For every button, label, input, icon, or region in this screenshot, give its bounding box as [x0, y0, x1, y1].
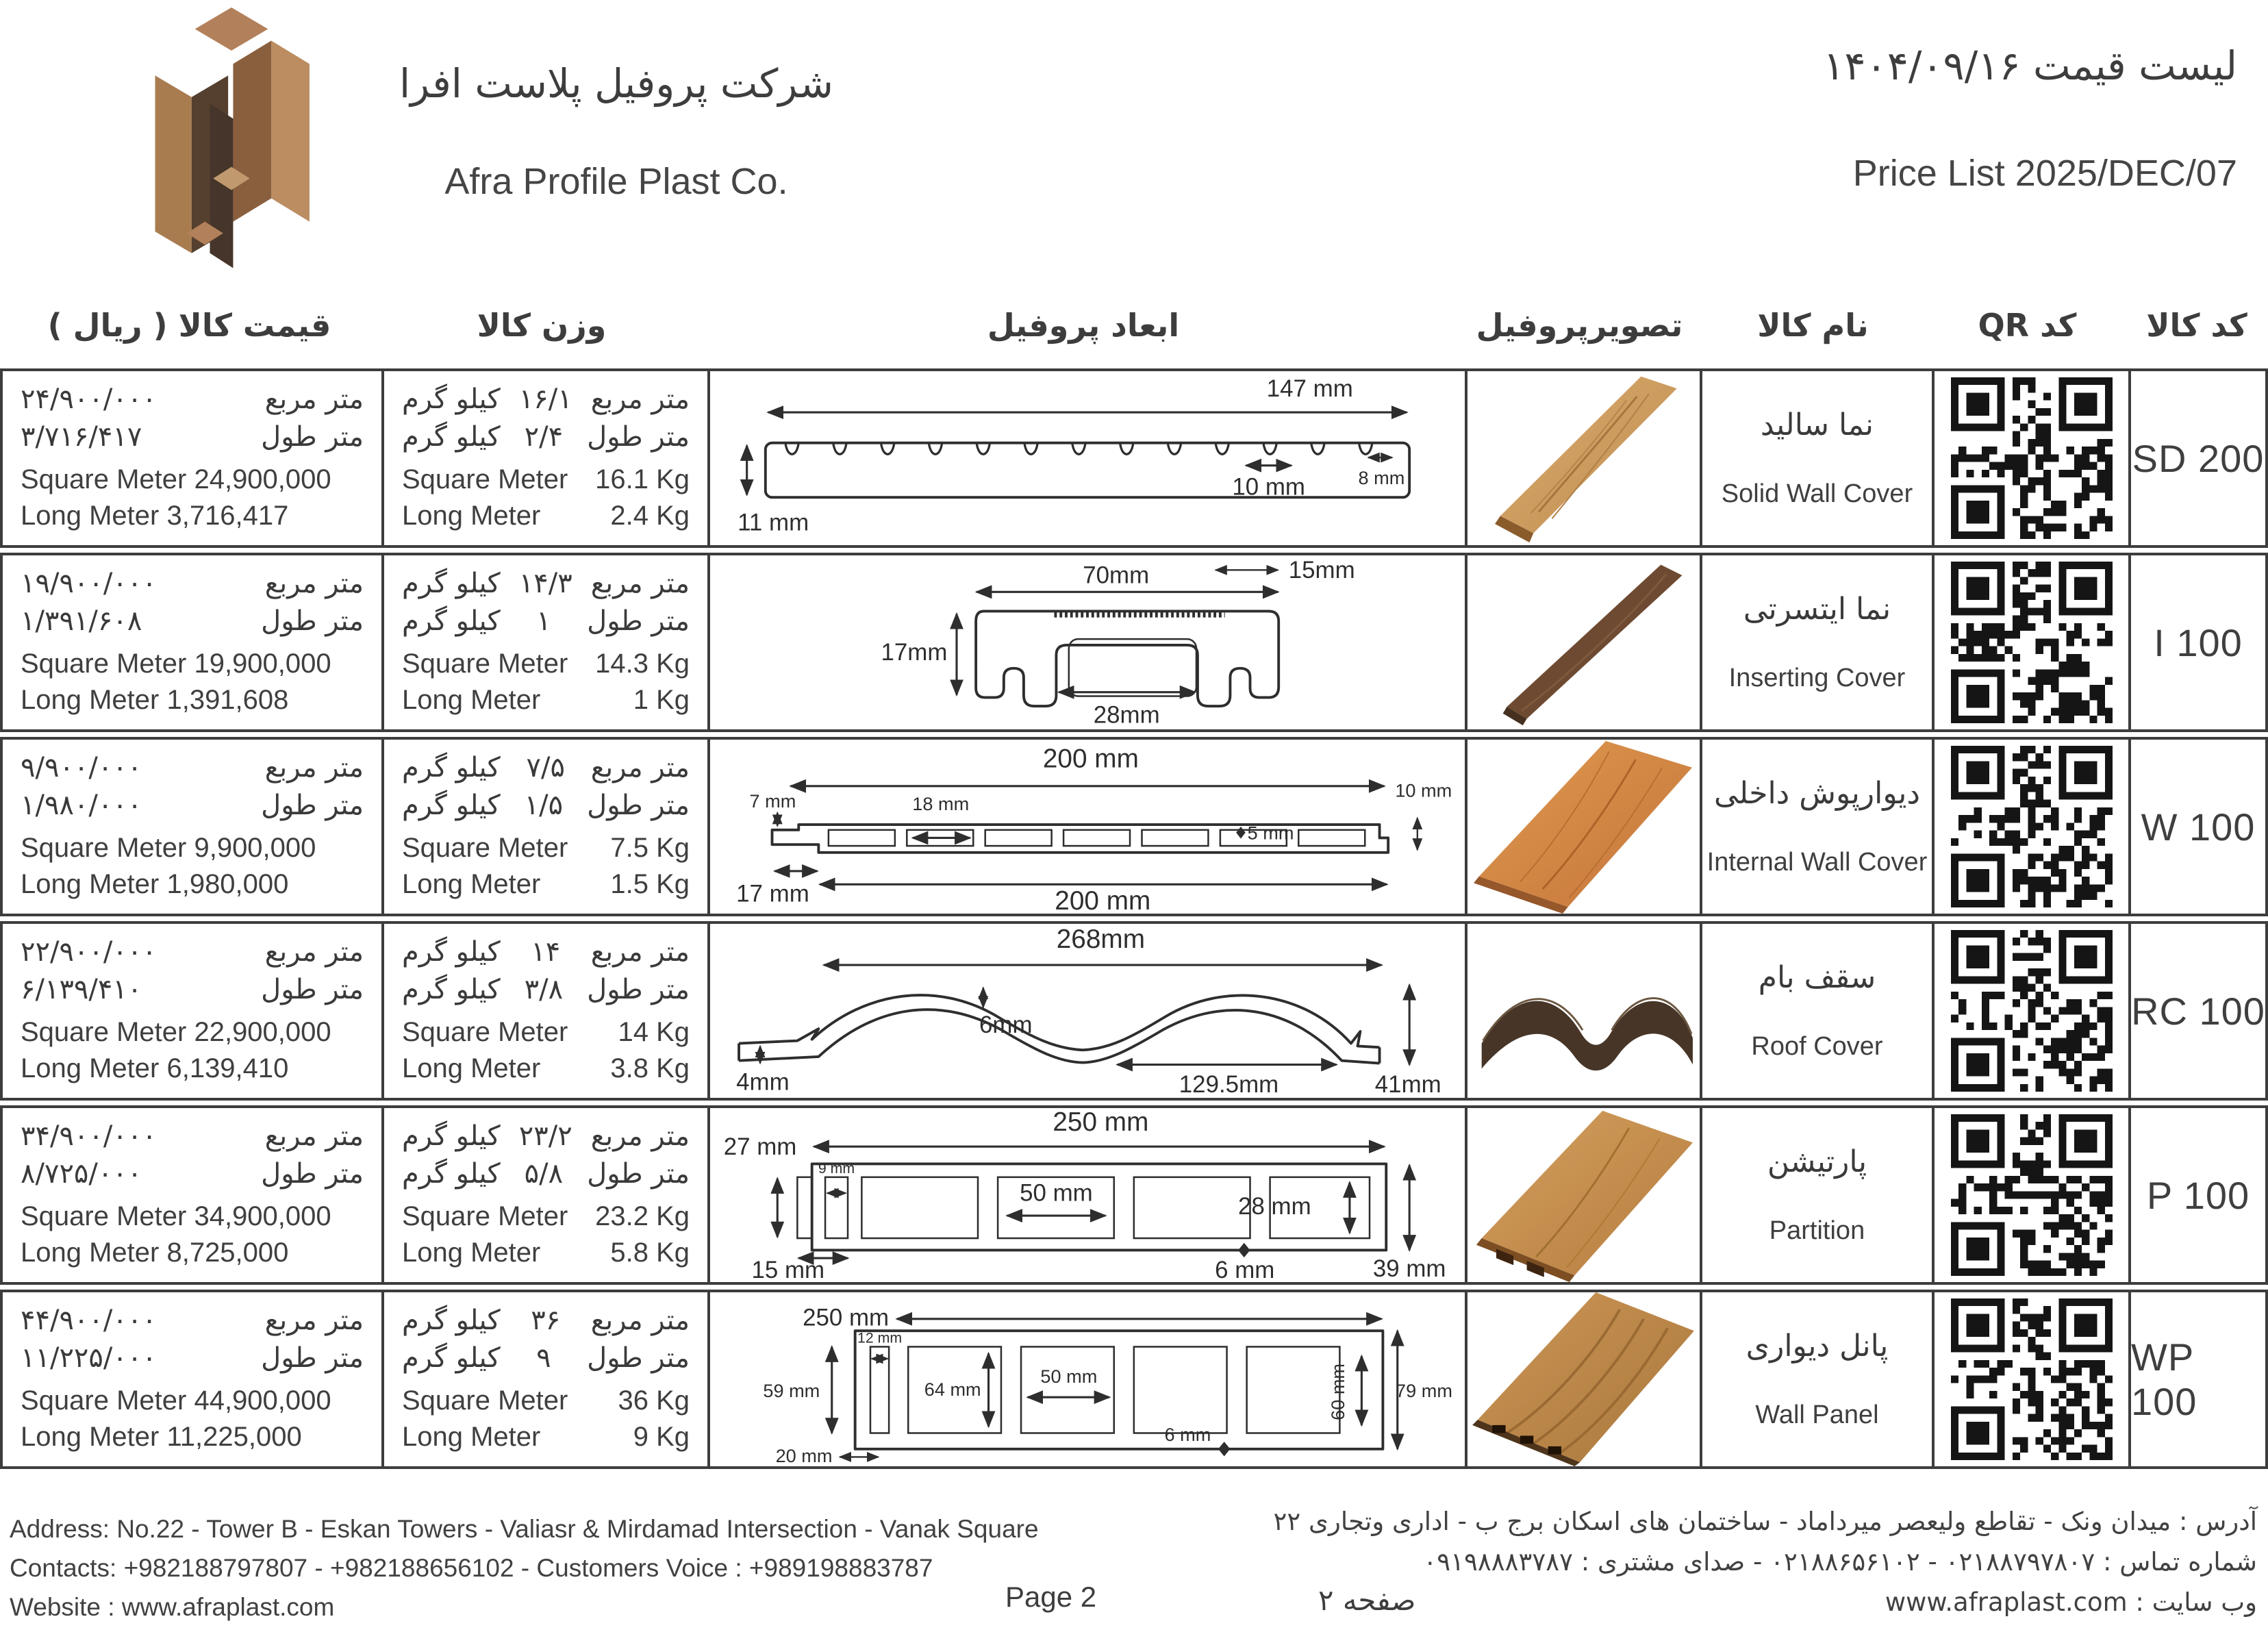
name-cell	[1700, 740, 1932, 914]
weight-label-lm-fa: متر طول	[587, 1342, 690, 1374]
column-header-weight: وزن کالا	[477, 307, 607, 344]
weight-value-lm-fa: ۳/۸	[524, 974, 564, 1006]
dimension-label: 4mm	[736, 1068, 790, 1096]
name-cell	[1700, 1292, 1932, 1466]
price-label-sqm-fa: متر مربع	[264, 568, 364, 599]
product-photo	[1467, 1292, 1700, 1466]
product-table	[0, 368, 2268, 1474]
weight-cell	[381, 1108, 707, 1282]
price-label-lm-fa: متر طول	[261, 1342, 364, 1374]
qr-code	[1951, 562, 2113, 723]
price-label-lm-fa: متر طول	[261, 605, 364, 638]
price-lm-en: Long Meter 1,980,000	[21, 869, 289, 900]
name-cell	[1700, 555, 1932, 729]
table-row-wp100	[0, 1290, 2268, 1469]
dimension-label: 18 mm	[912, 792, 970, 814]
name-cell	[1700, 924, 1932, 1098]
weight-label-lm-en: Long Meter	[402, 501, 541, 531]
code-cell	[2128, 924, 2265, 1098]
dimension-label: 129.5mm	[1179, 1071, 1279, 1098]
column-header-price: قیمت کالا ( ریال )	[47, 307, 331, 344]
column-header-image: تصویرپروفیل	[1476, 307, 1683, 344]
code-cell	[2128, 371, 2265, 545]
qr-cell	[1932, 924, 2128, 1098]
product-photo	[1467, 555, 1700, 729]
product-photo-cell	[1465, 1108, 1700, 1282]
footer-fa	[1274, 1507, 2257, 1628]
weight-label-sqm-en: Square Meter	[402, 1201, 568, 1232]
price-sqm-en: Square Meter 24,900,000	[21, 464, 331, 495]
product-photo-cell	[1465, 555, 1700, 729]
dimension-label: 12 mm	[857, 1329, 903, 1346]
dimension-label: 200 mm	[1055, 886, 1151, 914]
dimension-label: 28mm	[1093, 701, 1160, 729]
price-cell	[3, 555, 381, 729]
profile-drawing	[710, 555, 1465, 729]
weight-value-sqm-en: 14 Kg	[618, 1017, 690, 1048]
qr-code	[1951, 930, 2113, 1092]
name-cell	[1700, 371, 1932, 545]
weight-unit-fa: کیلو گرم	[402, 1158, 501, 1190]
column-header-dimensions: ابعاد پروفیل	[987, 307, 1180, 344]
price-label-sqm-fa: متر مربع	[264, 752, 364, 783]
page-number-fa: صفحه ۲	[1318, 1583, 1416, 1617]
weight-value-lm-fa: ۲/۴	[524, 421, 564, 453]
profile-drawing-cell	[707, 371, 1465, 545]
dimension-label: 268mm	[1056, 924, 1146, 954]
price-cell	[3, 1108, 381, 1282]
weight-label-sqm-fa: متر مربع	[590, 568, 690, 599]
product-code: P 100	[2146, 1173, 2250, 1217]
table-header	[0, 307, 2268, 355]
dimension-label: 17mm	[881, 639, 948, 666]
price-cell	[3, 740, 381, 914]
qr-code	[1951, 746, 2113, 907]
price-value-lm-fa: ۱/۹۸۰/۰۰۰	[21, 790, 142, 822]
profile-drawing	[710, 740, 1465, 914]
weight-label-sqm-en: Square Meter	[402, 1017, 568, 1048]
price-value-sqm-fa: ۲۴/۹۰۰/۰۰۰	[21, 384, 157, 415]
weight-label-sqm-en: Square Meter	[402, 464, 568, 495]
column-header-code: کد کالا	[2146, 307, 2247, 344]
weight-value-sqm-fa: ۱۶/۱	[518, 384, 572, 415]
weight-unit-fa: کیلو گرم	[402, 974, 501, 1006]
weight-label-lm-en: Long Meter	[402, 685, 541, 716]
dimension-label: 28 mm	[1238, 1193, 1311, 1220]
qr-cell	[1932, 1108, 2128, 1282]
price-value-lm-fa: ۸/۷۲۵/۰۰۰	[21, 1158, 142, 1190]
dimension-label: 15 mm	[751, 1257, 825, 1282]
product-name-en: Wall Panel	[1755, 1400, 1879, 1429]
column-header-qr: کد QR	[1978, 307, 2077, 344]
company-title	[383, 60, 849, 203]
weight-unit-fa: کیلو گرم	[402, 605, 501, 638]
dimension-label: 20 mm	[775, 1445, 833, 1466]
price-label-sqm-fa: متر مربع	[264, 1305, 364, 1336]
weight-unit-fa: کیلو گرم	[402, 421, 501, 453]
weight-value-sqm-fa: ۱۴/۳	[518, 568, 572, 599]
price-list-date-en: Price List 2025/DEC/07	[1852, 153, 2237, 194]
profile-drawing-cell	[707, 1108, 1465, 1282]
weight-value-lm-fa: ۱/۵	[524, 790, 564, 822]
weight-value-lm-en: 3.8 Kg	[610, 1053, 690, 1084]
price-value-lm-fa: ۱/۳۹۱/۶۰۸	[21, 605, 142, 638]
dimension-label: 10 mm	[1232, 473, 1305, 501]
weight-unit-fa: کیلو گرم	[402, 752, 501, 783]
profile-drawing	[710, 924, 1465, 1098]
weight-label-sqm-en: Square Meter	[402, 1385, 568, 1416]
table-row-i100	[0, 553, 2268, 732]
code-cell	[2128, 740, 2265, 914]
price-lm-en: Long Meter 3,716,417	[21, 501, 289, 531]
product-name-fa: نما سالید	[1760, 407, 1874, 443]
qr-cell	[1932, 1292, 2128, 1466]
price-lm-en: Long Meter 6,139,410	[21, 1053, 289, 1084]
weight-unit-fa: کیلو گرم	[402, 1305, 501, 1336]
weight-label-sqm-fa: متر مربع	[590, 936, 690, 968]
weight-cell	[381, 555, 707, 729]
profile-drawing	[710, 1108, 1465, 1282]
qr-cell	[1932, 371, 2128, 545]
price-sqm-en: Square Meter 9,900,000	[21, 833, 316, 864]
price-value-sqm-fa: ۹/۹۰۰/۰۰۰	[21, 752, 142, 783]
product-photo-cell	[1465, 740, 1700, 914]
table-row-p100	[0, 1105, 2268, 1285]
profile-drawing-cell	[707, 555, 1465, 729]
weight-value-sqm-en: 36 Kg	[618, 1385, 690, 1416]
product-photo	[1467, 1108, 1700, 1282]
profile-drawing	[710, 371, 1465, 545]
profile-drawing-cell	[707, 1292, 1465, 1466]
footer-website-fa: وب سایت : www.afraplast.com	[1885, 1587, 2257, 1617]
price-value-sqm-fa: ۲۲/۹۰۰/۰۰۰	[21, 936, 157, 968]
weight-label-sqm-en: Square Meter	[402, 649, 568, 679]
product-photo-cell	[1465, 371, 1700, 545]
footer-address-en: Address: No.22 - Tower B - Eskan Towers - Valiasr & Mirdamad Intersection - Vanak Square	[10, 1515, 1039, 1543]
dimension-label: 17 mm	[736, 880, 809, 907]
column-header-name: نام کالا	[1757, 307, 1869, 344]
dimension-label: 41mm	[1374, 1071, 1441, 1098]
price-label-sqm-fa: متر مربع	[264, 936, 364, 968]
weight-label-lm-en: Long Meter	[402, 1053, 541, 1084]
dimension-label: 250 mm	[1053, 1108, 1149, 1137]
weight-label-sqm-fa: متر مربع	[590, 384, 690, 415]
weight-cell	[381, 1292, 707, 1466]
weight-value-lm-fa: ۹	[536, 1342, 551, 1374]
dimension-label: 7 mm	[749, 790, 796, 812]
price-label-lm-fa: متر طول	[261, 974, 364, 1006]
weight-label-lm-fa: متر طول	[587, 974, 690, 1006]
product-name-en: Inserting Cover	[1728, 663, 1906, 692]
product-code: I 100	[2154, 620, 2243, 664]
price-label-lm-fa: متر طول	[261, 421, 364, 453]
dimension-label: 6mm	[979, 1011, 1033, 1038]
footer-contacts-fa: شماره تماس : ۰۲۱۸۸۷۹۷۸۰۷ - ۰۲۱۸۸۶۵۶۱۰۲ - صدای مشتری : ۰۹۱۹۸۸۸۳۷۸۷	[1423, 1547, 2257, 1577]
weight-value-sqm-fa: ۱۴	[531, 936, 561, 968]
dimension-label: 250 mm	[803, 1304, 890, 1331]
product-name-fa: سقف بام	[1758, 960, 1876, 996]
qr-code	[1951, 1298, 2113, 1460]
weight-unit-fa: کیلو گرم	[402, 568, 501, 599]
dimension-label: 9 mm	[818, 1160, 855, 1177]
footer-website-en: Website : www.afraplast.com	[10, 1593, 335, 1621]
dimension-label: 6 mm	[1215, 1257, 1275, 1282]
product-code: WP 100	[2131, 1335, 2197, 1423]
company-name-fa: شرکت پروفیل پلاست افرا	[399, 60, 834, 107]
weight-unit-fa: کیلو گرم	[402, 790, 501, 822]
weight-value-lm-en: 1.5 Kg	[610, 869, 690, 900]
weight-value-lm-en: 5.8 Kg	[610, 1238, 690, 1268]
price-lm-en: Long Meter 1,391,608	[21, 685, 289, 716]
product-photo	[1467, 740, 1700, 914]
dimension-label: 59 mm	[763, 1380, 820, 1402]
dimension-label: 200 mm	[1042, 744, 1139, 774]
price-value-sqm-fa: ۳۴/۹۰۰/۰۰۰	[21, 1120, 157, 1152]
product-photo-cell	[1465, 1292, 1700, 1466]
price-lm-en: Long Meter 11,225,000	[21, 1422, 302, 1453]
weight-label-sqm-en: Square Meter	[402, 833, 568, 864]
dimension-label: 11 mm	[738, 509, 809, 536]
weight-value-lm-en: 1 Kg	[633, 685, 690, 716]
price-sqm-en: Square Meter 34,900,000	[21, 1201, 331, 1232]
qr-code	[1951, 1114, 2113, 1276]
dimension-label: 79 mm	[1396, 1380, 1452, 1402]
footer-address-fa: آدرس : میدان ونک - تقاطع ولیعصر میرداماد - ساختمان های اسکان برج ب - اداری وتجاری ۲۲	[1273, 1507, 2257, 1536]
price-cell	[3, 1292, 381, 1466]
price-sqm-en: Square Meter 44,900,000	[21, 1385, 331, 1416]
weight-value-sqm-en: 23.2 Kg	[595, 1201, 690, 1232]
dimension-label: 60 mm	[1327, 1363, 1349, 1420]
weight-value-lm-en: 2.4 Kg	[610, 501, 690, 531]
weight-cell	[381, 924, 707, 1098]
dimension-label: 15mm	[1288, 556, 1355, 583]
product-code: W 100	[2141, 805, 2256, 849]
price-value-sqm-fa: ۱۹/۹۰۰/۰۰۰	[21, 568, 157, 599]
profile-drawing	[710, 1292, 1465, 1466]
page-number-en: Page 2	[1005, 1581, 1097, 1613]
weight-cell	[381, 740, 707, 914]
weight-value-sqm-fa: ۷/۵	[526, 752, 565, 783]
weight-value-sqm-fa: ۲۳/۲	[518, 1120, 572, 1152]
dimension-label: 70mm	[1083, 562, 1150, 589]
product-name-fa: نما ایتسرتی	[1743, 592, 1891, 627]
price-label-lm-fa: متر طول	[261, 1158, 364, 1190]
code-cell	[2128, 555, 2265, 729]
weight-unit-fa: کیلو گرم	[402, 1120, 501, 1152]
weight-unit-fa: کیلو گرم	[402, 1342, 501, 1374]
price-sqm-en: Square Meter 22,900,000	[21, 1017, 331, 1048]
weight-label-sqm-fa: متر مربع	[590, 752, 690, 783]
footer-en	[10, 1515, 1039, 1632]
weight-label-lm-fa: متر طول	[587, 421, 690, 453]
dimension-label: 50 mm	[1020, 1179, 1093, 1207]
product-photo-cell	[1465, 924, 1700, 1098]
weight-value-sqm-en: 16.1 Kg	[595, 464, 690, 495]
weight-label-sqm-fa: متر مربع	[590, 1305, 690, 1336]
product-photo	[1467, 924, 1700, 1098]
qr-cell	[1932, 740, 2128, 914]
dimension-label: 10 mm	[1395, 779, 1452, 801]
dimension-label: 6 mm	[1164, 1424, 1211, 1446]
weight-unit-fa: کیلو گرم	[402, 936, 501, 968]
price-value-lm-fa: ۶/۱۳۹/۴۱۰	[21, 974, 142, 1006]
table-row-w100	[0, 737, 2268, 916]
dimension-label: 50 mm	[1040, 1365, 1098, 1387]
price-cell	[3, 371, 381, 545]
profile-drawing-cell	[707, 924, 1465, 1098]
price-value-lm-fa: ۳/۷۱۶/۴۱۷	[21, 421, 142, 453]
weight-value-lm-fa: ۵/۸	[524, 1158, 564, 1190]
code-cell	[2128, 1292, 2265, 1466]
weight-value-sqm-en: 7.5 Kg	[610, 833, 690, 864]
profile-drawing-cell	[707, 740, 1465, 914]
dimension-label: 27 mm	[723, 1133, 797, 1160]
document-title	[1676, 42, 2237, 194]
qr-code	[1951, 377, 2113, 539]
dimension-label: 64 mm	[924, 1379, 981, 1401]
name-cell	[1700, 1108, 1932, 1282]
weight-label-sqm-fa: متر مربع	[590, 1120, 690, 1152]
dimension-label: 147 mm	[1266, 375, 1353, 402]
price-label-sqm-fa: متر مربع	[264, 384, 364, 415]
product-name-fa: دیوارپوش داخلی	[1714, 776, 1920, 812]
price-label-lm-fa: متر طول	[261, 790, 364, 822]
price-lm-en: Long Meter 8,725,000	[21, 1238, 289, 1268]
qr-cell	[1932, 555, 2128, 729]
weight-label-lm-en: Long Meter	[402, 869, 541, 900]
product-name-en: Partition	[1769, 1216, 1865, 1245]
weight-label-lm-fa: متر طول	[587, 605, 690, 638]
table-row-sd200	[0, 368, 2268, 548]
weight-label-lm-fa: متر طول	[587, 1158, 690, 1190]
product-code: SD 200	[2132, 436, 2265, 480]
weight-value-sqm-en: 14.3 Kg	[595, 649, 690, 679]
company-name-en: Afra Profile Plast Co.	[444, 161, 788, 202]
product-name-fa: پانل دیواری	[1746, 1329, 1889, 1364]
product-name-en: Roof Cover	[1751, 1031, 1883, 1061]
price-value-lm-fa: ۱۱/۲۲۵/۰۰۰	[21, 1342, 157, 1374]
dimension-label: 8 mm	[1358, 466, 1405, 488]
weight-cell	[381, 371, 707, 545]
product-name-en: Solid Wall Cover	[1721, 479, 1913, 508]
dimension-label: 39 mm	[1372, 1255, 1446, 1282]
weight-value-lm-fa: ۱	[536, 605, 551, 638]
price-list-date-fa: لیست قیمت ۱۴۰۴/۰۹/۱۶	[1823, 42, 2237, 89]
company-logo-icon	[101, 4, 362, 278]
dimension-label: 5 mm	[1247, 822, 1294, 844]
weight-label-lm-en: Long Meter	[402, 1238, 541, 1268]
price-label-sqm-fa: متر مربع	[264, 1120, 364, 1152]
price-value-sqm-fa: ۴۴/۹۰۰/۰۰۰	[21, 1305, 157, 1336]
price-sqm-en: Square Meter 19,900,000	[21, 649, 331, 679]
product-photo	[1467, 371, 1700, 545]
product-name-en: Internal Wall Cover	[1706, 847, 1928, 877]
price-cell	[3, 924, 381, 1098]
weight-unit-fa: کیلو گرم	[402, 384, 501, 415]
table-row-rc100	[0, 921, 2268, 1101]
weight-value-lm-en: 9 Kg	[633, 1422, 690, 1453]
product-name-fa: پارتیشن	[1767, 1144, 1867, 1180]
code-cell	[2128, 1108, 2265, 1282]
footer-contacts-en: Contacts: +982188797807 - +982188656102 - Customers Voice : +989198883787	[10, 1554, 933, 1582]
product-code: RC 100	[2131, 989, 2265, 1033]
weight-label-lm-fa: متر طول	[587, 790, 690, 822]
weight-value-sqm-fa: ۳۶	[531, 1305, 561, 1336]
weight-label-lm-en: Long Meter	[402, 1422, 541, 1453]
